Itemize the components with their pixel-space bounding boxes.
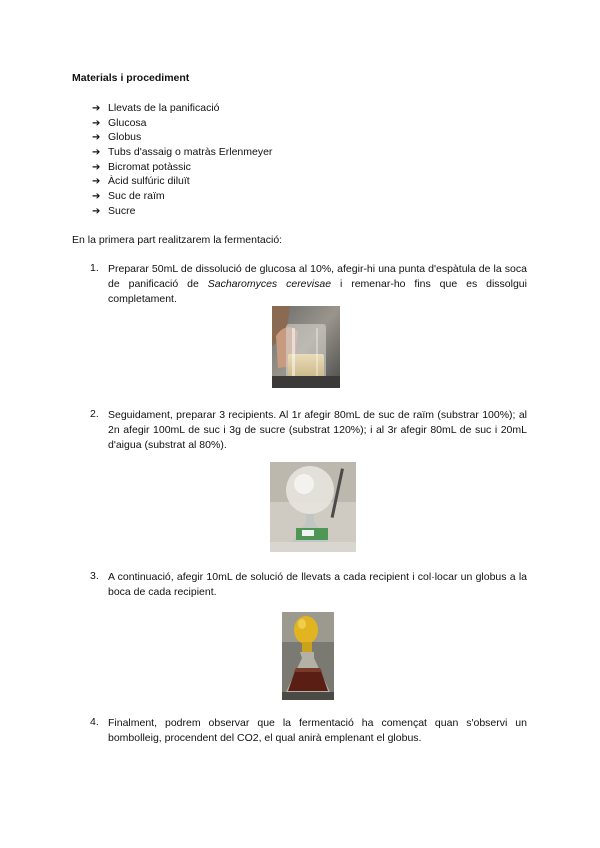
list-item: ➔ Globus (92, 130, 272, 145)
step-number: 4. (90, 716, 99, 728)
step-text: Seguidament, preparar 3 recipients. Al 1r afegir 80mL de suc de raïm (substrar 100%); al 2n afegir 100mL de suc i 3g de sucre (substrat 120%); i al 3r afegir 80mL de suc i 20mL d'aigua (substrat al 80%). (108, 409, 527, 451)
beaker-yeast-photo (272, 306, 340, 388)
step-text: Preparar 50mL de dissolució de glucosa al 10%, afegir-hi una punta d'espàtula de la soca de panificació de Sacharomyces cerevisae i remenar-ho fins que es dissolgui completament. (108, 263, 527, 305)
step-text: Finalment, podrem observar que la fermentació ha començat quan s'observi un bombolleig, procendent del CO2, el qual anirà emplenant el globus. (108, 717, 527, 744)
list-item: ➔ Àcid sulfúric diluït (92, 174, 272, 189)
list-item: ➔ Sucre (92, 204, 272, 219)
section-heading: Materials i procediment (72, 72, 190, 84)
list-item: ➔ Llevats de la panificació (92, 101, 272, 116)
arrow-icon: ➔ (92, 147, 101, 159)
step-number: 2. (90, 408, 99, 420)
list-item: ➔ Suc de raïm (92, 189, 272, 204)
species-name: Sacharomyces cerevisae (207, 278, 332, 290)
arrow-icon: ➔ (92, 176, 101, 188)
step-2 (90, 408, 527, 453)
flask-balloon-photo (270, 462, 356, 552)
step-number: 1. (90, 262, 99, 274)
arrow-icon: ➔ (92, 161, 101, 173)
erlenmeyer-juice-photo (282, 612, 334, 700)
step-text: A continuació, afegir 10mL de solució de llevats a cada recipient i col·locar un globus a la boca de cada recipient. (108, 571, 527, 598)
step-4 (90, 716, 527, 746)
list-item: ➔ Bicromat potàssic (92, 160, 272, 175)
list-item: ➔ Glucosa (92, 116, 272, 131)
arrow-icon: ➔ (92, 205, 101, 217)
step-3 (90, 570, 527, 600)
arrow-icon: ➔ (92, 103, 101, 114)
arrow-icon: ➔ (92, 117, 101, 129)
arrow-icon: ➔ (92, 191, 101, 203)
step-number: 3. (90, 570, 99, 582)
step-1 (90, 262, 527, 307)
list-item: ➔ Tubs d'assaig o matràs Erlenmeyer (92, 145, 272, 160)
materials-list (92, 101, 272, 219)
arrow-icon: ➔ (92, 132, 101, 144)
intro-paragraph: En la primera part realitzarem la fermentació: (72, 234, 283, 246)
